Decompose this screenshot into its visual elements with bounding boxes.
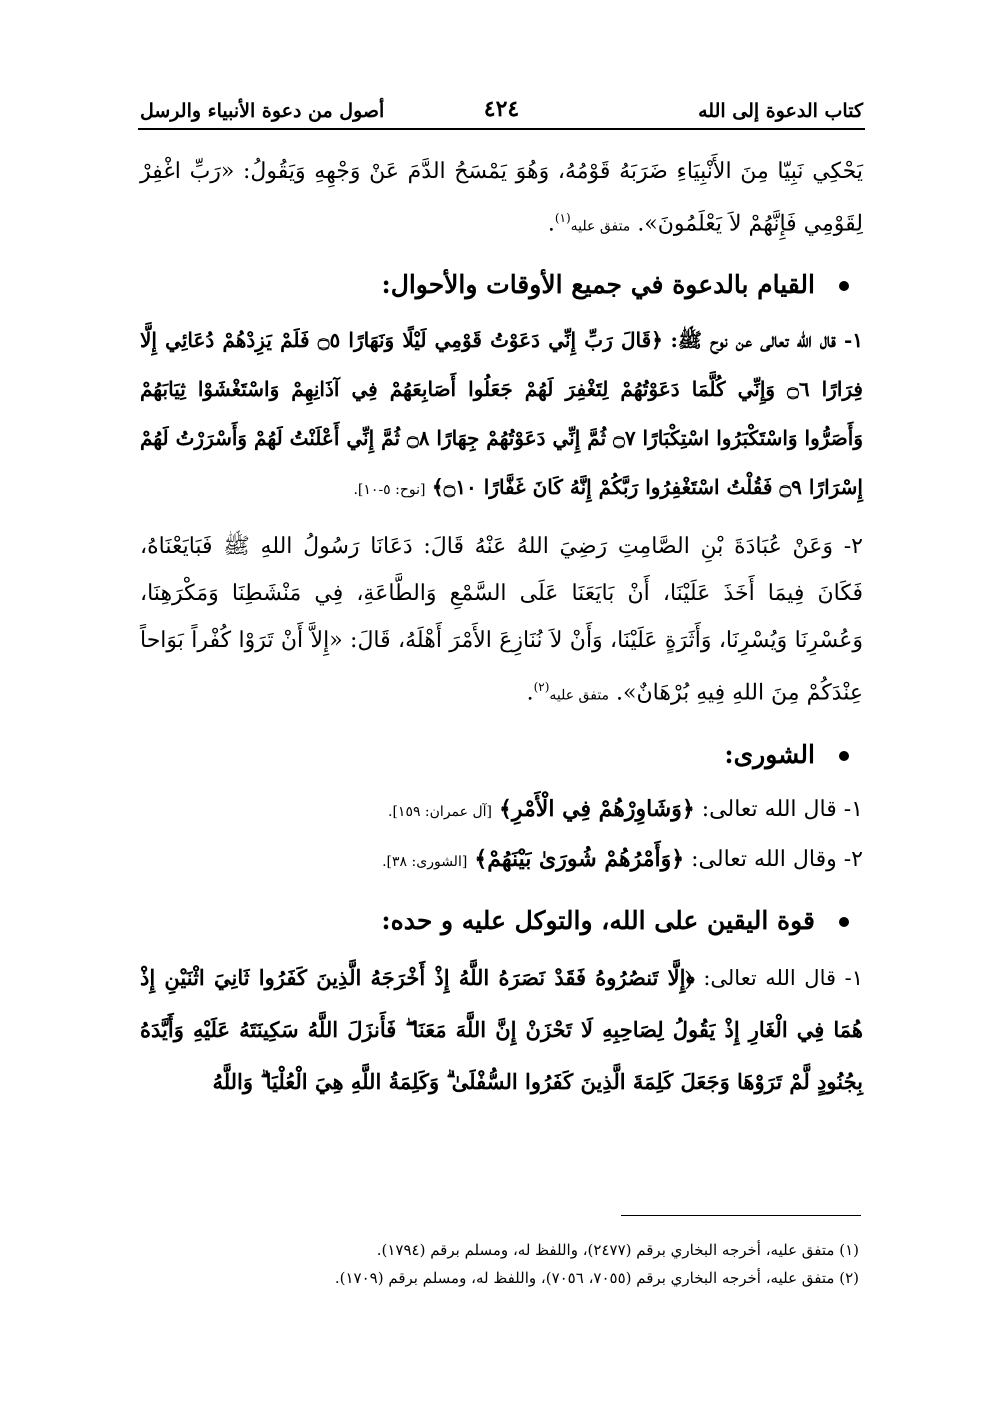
footnote-2: (٢) متفق عليه، أخرجه البخاري برقم (٧٠٥٥، ٧٠٥٦)، واللفظ له، ومسلم برقم (١٧٠٩).	[334, 1269, 859, 1287]
book-title: كتاب الدعوة إلى الله	[698, 100, 863, 122]
cave-verse-quran: ﴿إِلَّا تَنصُرُوهُ فَقَدْ نَصَرَهُ اللَّهُ إِذْ أَخْرَجَهُ الَّذِينَ كَفَرُوا ثَانِيَ اثْنَيْنِ إِذْ هُمَا فِي الْغَارِ إِذْ يَقُولُ لِصَاحِبِهِ لَا تَحْزَنْ إِنَّ اللَّهَ مَعَنَا ۖ فَأَنزَلَ اللَّهُ سَكِينَتَهُ عَلَيْهِ وَأَيَّدَهُ بِجُنُودٍ لَّمْ تَرَوْهَا وَجَعَلَ كَلِمَةَ الَّذِينَ كَفَرُوا السُّفْلَىٰ ۗ وَكَلِمَةُ اللَّهِ هِيَ الْعُلْيَا ۗ وَاللَّهُ	[140, 964, 863, 1094]
section-heading-text: الشورى:	[724, 739, 815, 769]
section-title: أصول من دعوة الأنبياء والرسل	[140, 100, 385, 122]
nuh-intro: ١- قال الله تعالى عن نوح ﷺ:	[670, 328, 864, 353]
bullet-icon	[839, 917, 849, 927]
shura-item-2	[140, 836, 863, 886]
bullet-icon	[839, 751, 849, 761]
shura-item-1	[140, 786, 863, 836]
footnote-marker-1: (١)	[554, 211, 571, 225]
footnote-marker-2: (٢)	[533, 680, 550, 695]
ubada-reference: متفق عليه	[549, 687, 610, 704]
intro-reference: متفق عليه	[570, 218, 631, 235]
intro-line-2: اغْفِرْ لِقَوْمِي فَإِنَّهُمْ لاَ يَعْلَمُونَ».	[140, 159, 863, 237]
header-divider	[138, 128, 865, 130]
section-heading-dawah-all-times	[140, 260, 863, 310]
nuh-quran-text: ﴿قَالَ رَبِّ إِنِّي دَعَوْتُ قَوْمِي لَيْلًا وَنَهَارًا ۝٥ فَلَمْ يَزِدْهُمْ دُعَائِي إِلَّا فِرَارًا ۝٦ وَإِنِّي كُلَّمَا دَعَوْتُهُمْ لِتَغْفِرَ لَهُمْ جَعَلُوا أَصَابِعَهُمْ فِي آذَانِهِمْ وَاسْتَغْشَوْا ثِيَابَهُمْ وَأَصَرُّوا وَاسْتَكْبَرُوا اسْتِكْبَارًا ۝٧ ثُمَّ إِنِّي دَعَوْتُهُمْ جِهَارًا ۝٨ ثُمَّ إِنِّي أَعْلَنْتُ لَهُمْ وَأَسْرَرْتُ لَهُمْ إِسْرَارًا ۝٩ فَقُلْتُ اسْتَغْفِرُوا رَبَّكُمْ إِنَّهُ كَانَ غَفَّارًا ۝١٠﴾	[140, 328, 863, 500]
shura-item-1-reference: [آل عمران: ١٥٩].	[388, 803, 492, 820]
intro-paragraph: يَحْكِي نَبِيّا مِنَ الأَنْبِيَاءِ ضَرَبَهُ قَوْمُهُ، وَهُوَ يَمْسَحُ الدَّمَ عَنْ وَجْهِهِ وَيَقُولُ: «رَبِّ اغْفِرْ لِقَوْمِي فَإِنَّهُمْ لاَ يَعْلَمُونَ». متفق عليه$^{(١)}$.	[140, 159, 864, 237]
shura-item-2-intro: ٢- وقال الله تعالى:	[691, 846, 863, 872]
page-body	[140, 148, 863, 1108]
ubada-hadith-paragraph: ٢- وَعَنْ عُبَادَةَ بْنِ الصَّامِتِ رَضِيَ اللهُ عَنْهُ قَالَ: دَعَانَا رَسُولُ اللهِ ﷺ فَبَايَعْنَاهُ، فَكَانَ فِيمَا أَخَذَ عَلَيْنَا، أَنْ بَايَعَنَا عَلَى السَّمْعِ وَالطَّاعَةِ، فِي مَنْشَطِنَا وَمَكْرَهِنَا، وَعُسْرِنَا وَيُسْرِنَا، وَأَثَرَةٍ عَلَيْنَا، وَأَنْ لاَ نُنَازِعَ الأَمْرَ أَهْلَهُ، قَالَ: «إِلاَّ أَنْ تَرَوْا كُفْراً بَوَاحاً عِنْدَكُمْ مِنَ اللهِ فِيهِ بُرْهَانٌ». متفق عليه$^{(٢)}$.	[140, 534, 863, 706]
shura-item-1-intro: ١- قال الله تعالى:	[701, 796, 863, 822]
nuh-reference: [نوح: ٥-١٠].	[353, 482, 426, 499]
section-heading-shura	[140, 730, 863, 780]
shura-item-1-quran: ﴿وَشَاوِرْهُمْ فِي الْأَمْرِ﴾	[498, 795, 695, 822]
page-header	[140, 96, 863, 126]
section-heading-text: قوة اليقين على الله، والتوكل عليه و حده:	[381, 905, 815, 935]
section-heading-yaqeen	[140, 896, 863, 946]
nuh-verses-paragraph	[140, 316, 863, 515]
footnote-divider	[621, 1215, 861, 1216]
cave-verse-paragraph	[140, 952, 863, 1108]
bullet-icon	[839, 281, 849, 291]
shura-item-2-reference: [الشورى: ٣٨].	[382, 853, 468, 870]
footnotes	[140, 1236, 859, 1292]
intro-line-1: يَحْكِي نَبِيّا مِنَ الأَنْبِيَاءِ ضَرَبَهُ قَوْمُهُ، وَهُوَ يَمْسَحُ الدَّمَ عَنْ وَجْهِهِ وَيَقُولُ: «رَبِّ	[189, 159, 864, 184]
footnote-1: (١) متفق عليه، أخرجه البخاري برقم (٢٤٧٧)، واللفظ له، ومسلم برقم (١٧٩٤).	[376, 1241, 859, 1259]
shura-item-2-quran: ﴿وَأَمْرُهُمْ شُورَىٰ بَيْنَهُمْ﴾	[474, 845, 685, 872]
ubada-hadith-text: ٢- وَعَنْ عُبَادَةَ بْنِ الصَّامِتِ رَضِيَ اللهُ عَنْهُ قَالَ: دَعَانَا رَسُولُ اللهِ ﷺ فَبَايَعْنَاهُ، فَكَانَ فِيمَا أَخَذَ عَلَيْنَا، أَنْ بَايَعَنَا عَلَى السَّمْعِ وَالطَّاعَةِ، فِي مَنْشَطِنَا وَمَكْرَهِنَا، وَعُسْرِنَا وَيُسْرِنَا، وَأَثَرَةٍ عَلَيْنَا، وَأَنْ لاَ نُنَازِعَ الأَمْرَ أَهْلَهُ، قَالَ: «إِلاَّ أَنْ تَرَوْا كُفْراً بَوَاحاً عِنْدَكُمْ مِنَ اللهِ فِيهِ بُرْهَانٌ».	[140, 534, 863, 706]
cave-verse-intro: ١- قال الله تعالى:	[703, 965, 863, 990]
section-heading-text: القيام بالدعوة في جميع الأوقات والأحوال:	[381, 270, 815, 300]
page-number: ٤٢٤	[483, 96, 520, 122]
